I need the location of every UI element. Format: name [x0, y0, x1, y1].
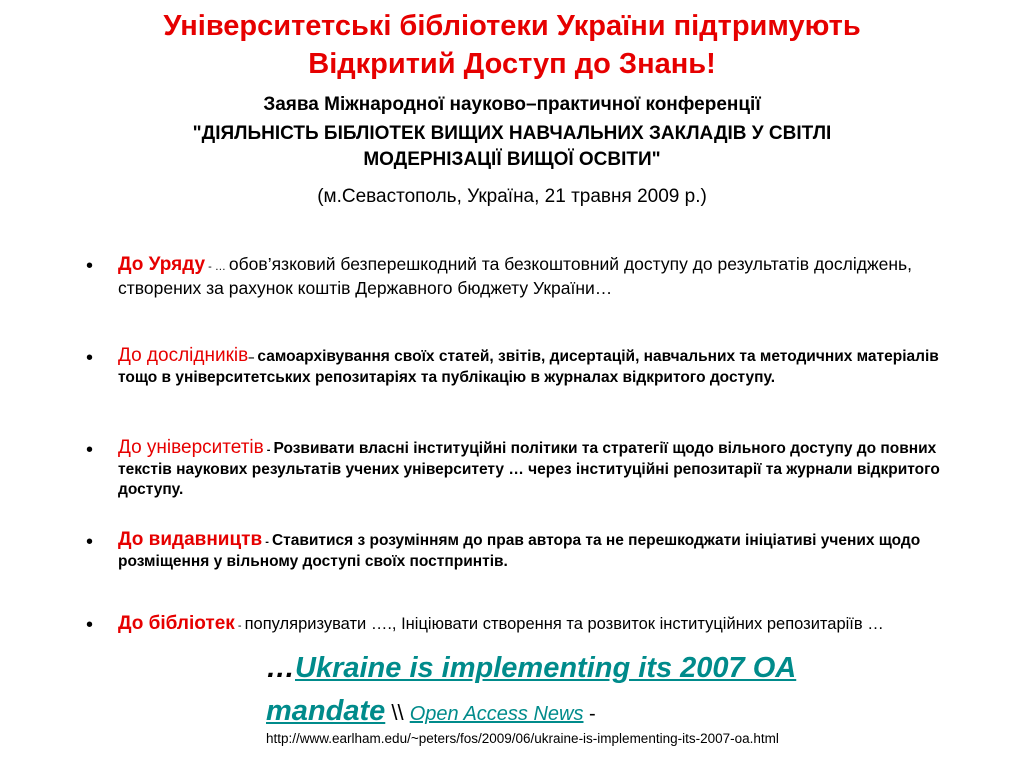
bullet-separator: -	[234, 620, 245, 632]
reference-url: http://www.earlham.edu/~peters/fos/2009/06/ukraine-is-implementing-its-2007-oa.html	[266, 731, 779, 746]
bullet-dot-icon: •	[86, 439, 94, 461]
bullet-dot-icon: •	[86, 347, 94, 369]
bullet-text: Ставитися з розумінням до прав автора та не перешкоджати ініціативі учених щодо розміщення у вільному доступі своїх постпринтів.	[118, 532, 921, 570]
reference-dash: -	[583, 703, 596, 725]
article-link-continued[interactable]: mandate	[266, 695, 386, 727]
bullet-text: обов’язковий безперешкодний та безкоштовний доступу до результатів досліджень, створених за рахунок коштів Державного бюджету України…	[118, 254, 913, 298]
bullet-text: самоархівування своїх статей, звітів, дисертацій, навчальних та методичних матеріалів тощо в університетських репозитаріях та публікацію в журналах відкритого доступу.	[118, 348, 939, 386]
page-title-line1: Університетські бібліотеки України підтримують	[163, 10, 861, 42]
place-date: (м.Севастополь, Україна, 21 травня 2009 р.)	[317, 186, 707, 207]
subtitle-line1: Заява Міжнародної науково–практичної конференції	[263, 94, 761, 115]
bullet-label: До Уряду	[118, 254, 206, 275]
bullet-dot-icon: •	[86, 531, 94, 553]
open-access-news-link[interactable]: Open Access News	[409, 703, 584, 725]
bullet-label: До університетів	[118, 437, 264, 458]
bullet-text: популяризувати …., Ініціювати створення та розвиток інституційних репозитаріїв …	[244, 615, 884, 633]
subtitle-line2: "ДІЯЛЬНІСТЬ БІБЛІОТЕК ВИЩИХ НАВЧАЛЬНИХ ЗАКЛАДІВ У СВІТЛІ	[192, 123, 832, 144]
bullet-label: До видавництв	[118, 529, 263, 550]
reference-block	[266, 650, 966, 746]
reference-separator: \\	[385, 700, 410, 725]
bullet-separator: - …	[205, 261, 229, 273]
article-link[interactable]: Ukraine is implementing its 2007 OA	[295, 652, 797, 684]
subtitle-line3: МОДЕРНІЗАЦІЇ ВИЩОЇ ОСВІТИ"	[363, 149, 661, 170]
bullet-separator: -	[262, 536, 272, 548]
bullet-text: Розвивати власні інституційні політики та стратегії щодо вільного доступу до повних текстів наукових результатів учених університету … через інституційні репозитарії та журнали відкритого доступу.	[118, 440, 940, 498]
bullet-dot-icon: •	[86, 614, 94, 636]
bullet-separator: –	[248, 352, 258, 364]
bullet-label: До бібліотек	[118, 613, 235, 634]
bullet-dot-icon: •	[86, 255, 94, 277]
bullet-separator: -	[263, 444, 274, 456]
reference-ellipsis: …	[266, 652, 295, 684]
page-title-line2: Відкритий Доступ до Знань!	[308, 48, 716, 80]
bullet-label: До дослідників	[118, 345, 249, 366]
